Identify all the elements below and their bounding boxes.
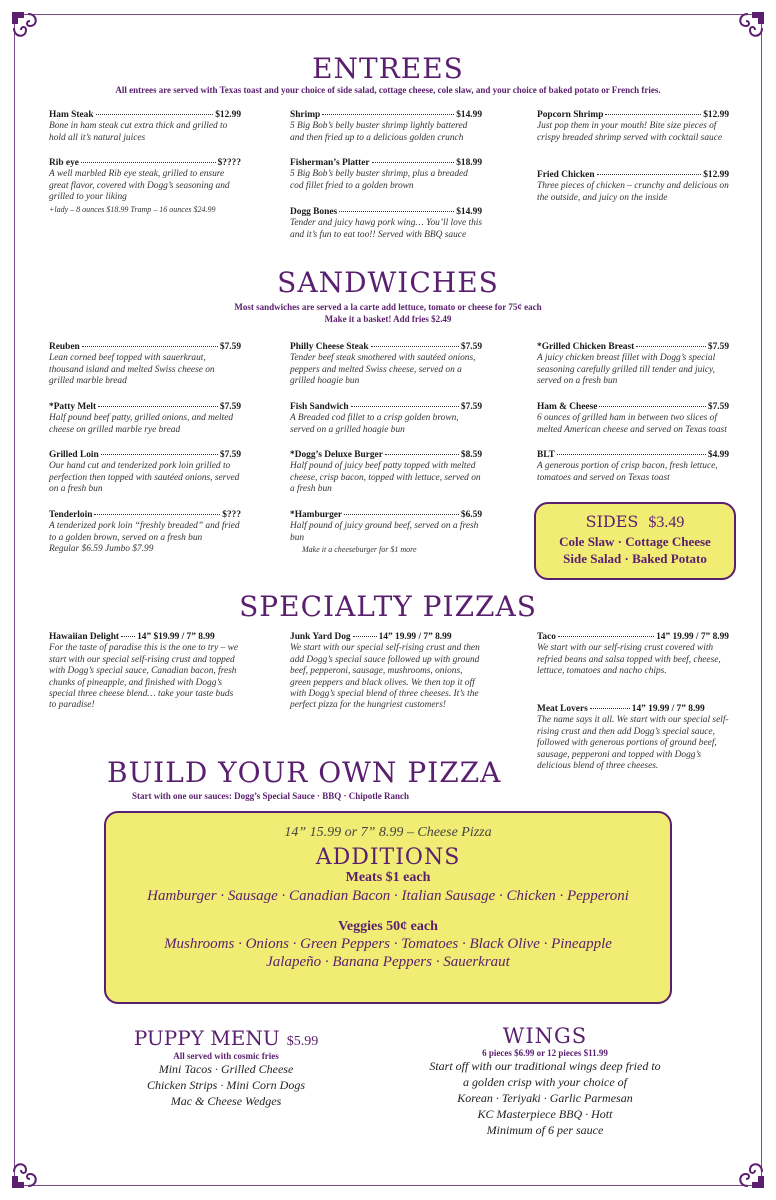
menu-item: BLT $4.99 A generous portion of crisp bacon, fresh lettuce, tomatoes and served on Texas toast	[537, 450, 729, 483]
sides-line: Side Salad · Baked Potato	[563, 551, 707, 566]
veggies-list: Jalapeño · Banana Peppers · Sauerkraut	[266, 954, 510, 970]
meats-list: Hamburger · Sausage · Canadian Bacon · Italian Sausage · Chicken · Pepperoni	[147, 888, 629, 904]
corner-ornament-icon	[734, 1158, 768, 1192]
wings-title: WINGS	[502, 1024, 588, 1048]
sides-line: Cole Slaw · Cottage Cheese	[559, 534, 711, 549]
menu-item: Shrimp $14.99 5 Big Bob’s belly buster shrimp lightly battered and then fried up to a delicious golden crunch	[290, 110, 482, 143]
sandwiches-subtitle: Most sandwiches are served a la carte add lettuce, tomato or cheese for 75¢ each	[234, 302, 542, 312]
menu-item: *Dogg’s Deluxe Burger $8.59 Half pound of juicy beef patty topped with melted cheese, crisp bacon, topped with lettuce, served on a fresh bun	[290, 450, 482, 495]
wings-line: KC Masterpiece BBQ · Hott	[477, 1107, 613, 1121]
veggies-list: Mushrooms · Onions · Green Peppers · Tomatoes · Black Olive · Pineapple	[164, 936, 612, 952]
sides-title: SIDES	[585, 512, 639, 531]
menu-item: Meat Lovers 14” 19.99 / 7” 8.99 The name says it all. We start with our special self-rising crust and then add Dogg’s special sauce, followed with generous portions of ground beef, sausage, pepperoni and topped with Dogg’s delicious blend of three cheeses.	[537, 704, 729, 772]
menu-item: Popcorn Shrimp $12.99 Just pop them in your mouth! Bite size pieces of crispy breaded shrimp served with cocktail sauce	[537, 110, 729, 143]
menu-item: Ham Steak $12.99 Bone in ham steak cut extra thick and grilled to hold all it’s natural juices	[49, 110, 241, 143]
build-box	[104, 811, 672, 1004]
menu-item: Philly Cheese Steak $7.59 Tender beef steak smothered with sautéed onions, peppers and melted Swiss cheese, served on a grilled hoagie bun	[290, 342, 482, 387]
additions-title: ADDITIONS	[315, 845, 461, 870]
puppy-title: PUPPY MENU	[133, 1026, 280, 1050]
menu-item: Rib eye $???? A well marbled Rib eye steak, grilled to ensure great flavor, covered with Dogg’s seasoning and grilled to your liking +lady – 8 ounces $18.99 Tramp – 16 ounces $24.99	[49, 158, 241, 214]
wings-menu	[405, 1024, 685, 1138]
puppy-menu	[96, 1026, 356, 1109]
menu-item: *Hamburger $6.59 Half pound of juicy ground beef, served on a fresh bun Make it a cheeseburger for $1 more	[290, 510, 482, 555]
sides-price: $3.49	[648, 514, 685, 531]
wings-line: Minimum of 6 per sauce	[486, 1123, 604, 1137]
menu-item: *Grilled Chicken Breast $7.59 A juicy chicken breast fillet with Dogg’s special seasoning carefully grilled till tender and juicy, served on a fresh bun	[537, 342, 729, 387]
wings-line: a golden crisp with your choice of	[463, 1075, 627, 1089]
menu-item: Grilled Loin $7.59 Our hand cut and tenderized pork loin grilled to perfection then topped with sautéed onions, served on a fresh bun	[49, 450, 241, 495]
menu-item: Fried Chicken $12.99 Three pieces of chicken – crunchy and delicious on the outside, and juicy on the inside	[537, 170, 729, 203]
corner-ornament-icon	[734, 8, 768, 42]
menu-item: Junk Yard Dog 14” 19.99 / 7” 8.99 We start with our special self-rising crust and then add Dogg’s special sauce followed up with ground beef, pepperoni, sausage, mushrooms, onions, green peppers and black olives. We then top it off with Dogg’s special blend of three cheeses. It’s the perfect pizza for the hungriest customers!	[290, 632, 480, 711]
wings-line: Start off with our traditional wings deep fried to	[429, 1059, 661, 1073]
corner-ornament-icon	[8, 8, 42, 42]
menu-item: Taco 14” 19.99 / 7” 8.99 We start with our self-rising crust covered with refried beans and salsa topped with beef, cheese, lettuce, tomatoes and nacho chips.	[537, 632, 729, 677]
menu-item: Reuben $7.59 Lean corned beef topped with sauerkraut, thousand island and melted Swiss cheese on grilled marble bread	[49, 342, 241, 387]
menu-item: *Patty Melt $7.59 Half pound beef patty, grilled onions, and melted cheese on grilled marble rye bread	[49, 402, 241, 435]
sandwiches-title: SANDWICHES	[277, 266, 499, 299]
pizzas-title: SPECIALTY PIZZAS	[239, 590, 537, 623]
sandwiches-subtitle-basket: Make it a basket! Add fries $2.49	[324, 314, 452, 324]
menu-item: Tenderloin $??? A tenderized pork loin “freshly breaded” and fried to a golden brown, served on a fresh bun Regular $6.59 Jumbo $7.99	[49, 510, 241, 555]
build-subtitle: Start with one our sauces: Dogg’s Special Sauce · BBQ · Chipotle Ranch	[132, 791, 410, 801]
puppy-line: Mini Tacos · Grilled Cheese	[158, 1062, 294, 1076]
puppy-line: Chicken Strips · Mini Corn Dogs	[147, 1078, 305, 1092]
menu-item: Fish Sandwich $7.59 A Breaded cod fillet to a crisp golden brown, served on a grilled hoagie bun	[290, 402, 482, 435]
puppy-subtitle: All served with cosmic fries	[173, 1051, 279, 1061]
menu-item: Fisherman’s Platter $18.99 5 Big Bob’s belly buster shrimp, plus a breaded cod fillet fried to a golden brown	[290, 158, 482, 191]
veggies-title: Veggies 50¢ each	[338, 919, 438, 934]
corner-ornament-icon	[8, 1158, 42, 1192]
entrees-title: ENTREES	[312, 52, 464, 85]
entrees-subtitle: All entrees are served with Texas toast and your choice of side salad, cottage cheese, cole slaw, and your choice of baked potato or French fries.	[115, 85, 661, 95]
build-title: BUILD YOUR OWN PIZZA	[107, 756, 502, 789]
meats-title: Meats $1 each	[345, 870, 431, 885]
wings-subtitle: 6 pieces $6.99 or 12 pieces $11.99	[482, 1048, 608, 1058]
puppy-price: $5.99	[286, 1034, 319, 1049]
wings-line: Korean · Teriyaki · Garlic Parmesan	[457, 1091, 633, 1105]
sides-box	[534, 502, 736, 580]
menu-item: Dogg Bones $14.99 Tender and juicy hawg pork wing… You’ll love this and it’s fun to eat too!! Served with BBQ sauce	[290, 207, 483, 240]
puppy-line: Mac & Cheese Wedges	[170, 1094, 282, 1108]
menu-item: Ham & Cheese $7.59 6 ounces of grilled ham in between two slices of melted American cheese and served on Texas toast	[537, 402, 729, 435]
build-price-line: 14” 15.99 or 7” 8.99 – Cheese Pizza	[284, 825, 492, 840]
menu-item: Hawaiian Delight 14” $19.99 / 7” 8.99 For the taste of paradise this is the one to try – we start with our special self-rising crust and topped with Dogg’s special sauce, Canadian bacon, fresh chunks of pineapple, and finished with Dogg’s special three cheese blend… take your taste buds to paradise!	[49, 632, 239, 711]
